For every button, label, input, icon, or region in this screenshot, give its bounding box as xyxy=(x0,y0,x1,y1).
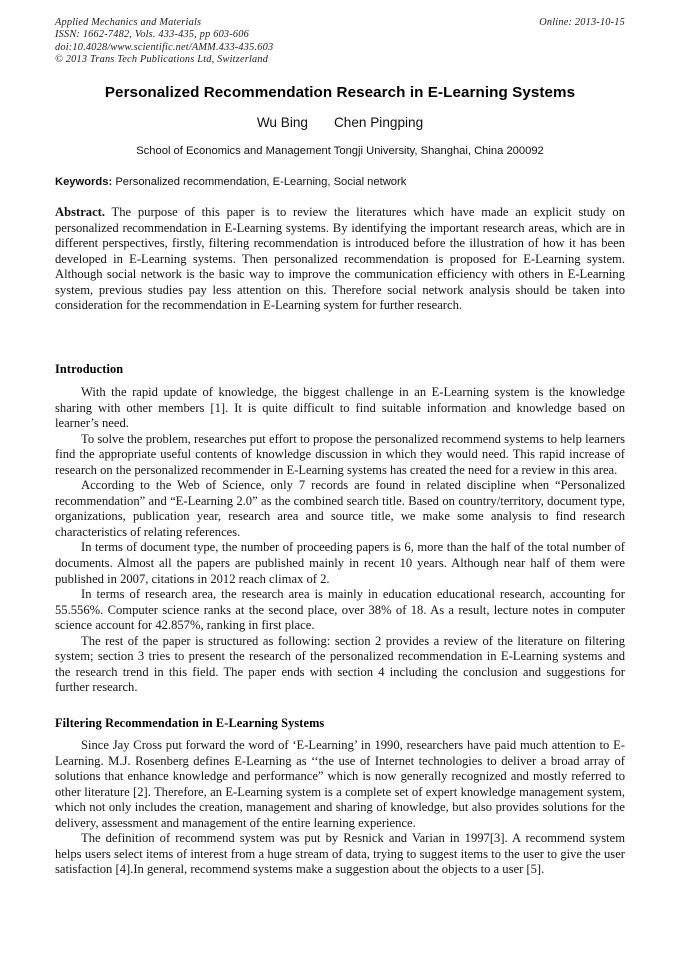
masthead xyxy=(55,17,625,67)
abstract-label: Abstract. xyxy=(55,205,106,219)
abstract-block xyxy=(55,205,625,314)
author-list xyxy=(55,114,625,132)
paragraph: In terms of research area, the research area is mainly in education educational research, accounting for 55.556%. Computer science ranks at the second place, over 38% of 18. As a result, lecture notes in computer science account for 42.857%, ranking in first place. xyxy=(55,587,625,633)
paragraph: The rest of the paper is structured as following: section 2 provides a review of the literature on filtering system; section 3 tries to present the research of the personalized recommendation in E-Learning systems and the research trend in this field. The paper ends with section 4 including the conclusion and suggestions for further research. xyxy=(55,633,625,695)
paragraph: The definition of recommend system was put by Resnick and Varian in 1997[3]. A recommend system helps users select items of interest from a huge stream of data, trying to suggest items to the user to give the user satisfaction [4].In general, recommend systems make a suggestion about the objects to a user [5]. xyxy=(55,831,625,877)
abstract-paragraph xyxy=(55,205,625,314)
section-heading-introduction: Introduction xyxy=(55,362,124,376)
masthead-journal-info xyxy=(55,17,273,67)
paragraph: According to the Web of Science, only 7 records are found in related discipline when “Personalized recommendation” and “E-Learning 2.0” as the combined search title. Based on country/territory, document type, organizations, publication year, research area and source title, we make some analysis to find research characteristics of relating references. xyxy=(55,478,625,539)
journal-copyright: © 2013 Trans Tech Publications Ltd, Switzerland xyxy=(55,54,269,66)
section-body-filtering xyxy=(55,738,625,878)
affiliation: School of Economics and Management Tongji University, Shanghai, China 200092 xyxy=(136,145,544,157)
journal-issn: ISSN: 1662-7482, Vols. 433-435, pp 603-606 xyxy=(55,29,249,41)
keywords-value: Personalized recommendation, E-Learning, Social network xyxy=(115,176,407,188)
paragraph: Since Jay Cross put forward the word of ‘E-Learning’ in 1990, researchers have paid much attention to E-Learning. M.J. Rosenberg defines E-Learning as ‘‘the use of Internet technologies to deliver a broad array of solutions that enhance knowledge and performance” which is now generally recognized and mostly referred to other literature [2]. Therefore, an E-Learning system is a complete set of expert knowledge management system, which not only includes the creation, management and sharing of knowledge, but also provides solutions for the delivery, assessment and management of the entire learning experience. xyxy=(55,738,625,830)
author-name-first: Wu Bing xyxy=(256,115,308,130)
journal-name: Applied Mechanics and Materials xyxy=(55,17,202,28)
paragraph: With the rapid update of knowledge, the biggest challenge in an E-Learning system is the knowledge sharing with other members [1]. It is quite difficult to find suitable information and knowledge based on learner’s need. xyxy=(55,385,625,431)
section-body-introduction xyxy=(55,385,625,696)
paragraph: In terms of document type, the number of proceeding papers is 6, more than the half of the total number of documents. Almost all the papers are published mainly in recent 10 years. Although near half of them were published in 2007, citations in 2012 reach climax of 2. xyxy=(55,540,625,586)
keywords-line xyxy=(55,175,630,190)
abstract-text: The purpose of this paper is to review the literatures which have made an explicit study on personalized recommendation in E-Learning systems. By identifying the important research areas, which are in different perspectives, firstly, filtering recommendation is introduced before the illustration of how it has been developed in E-Learning systems. Then personalized recommendation is proposed for E-Learning system. Although social network is the basic way to improve the communication efficiency with others in E-Learning system, previous studies pay less attention on this. Therefore social network analysis should be taken into consideration for the recommendation in E-Learning system for further research. xyxy=(55,205,625,313)
author-name-second: Chen Pingping xyxy=(333,115,424,130)
page-title: Personalized Recommendation Research in E-Learning Systems xyxy=(104,84,576,101)
paragraph: To solve the problem, researches put effort to propose the personalized recommend systems to help learners find the appropriate useful contents of knowledge discussion in which they would need. This rapid increase of research on the personalized recommender in E-Learning systems has created the need for a review in this area. xyxy=(55,431,625,477)
keywords-label: Keywords: xyxy=(55,176,113,188)
section-heading-filtering: Filtering Recommendation in E-Learning Systems xyxy=(55,716,325,730)
journal-doi: doi:10.4028/www.scientific.net/AMM.433-435.603 xyxy=(55,41,274,53)
masthead-online-date: Online: 2013-10-15 xyxy=(539,17,625,28)
